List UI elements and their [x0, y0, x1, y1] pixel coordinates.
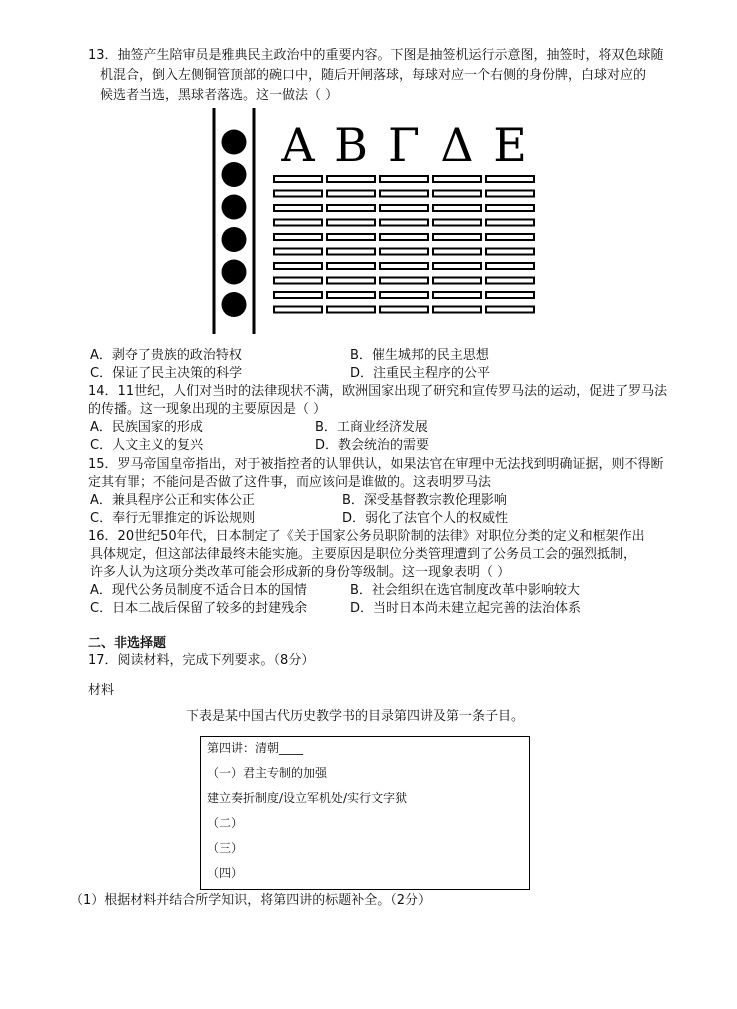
identity-letters: [280, 118, 526, 172]
q13-line-3: 候选者当选，黑球者落选。这一做法（ ）: [100, 88, 339, 103]
identity-slot: [486, 292, 534, 298]
identity-slot: [486, 191, 534, 197]
q14-option-a: A．民族国家的形成: [90, 420, 203, 435]
identity-slot: [380, 307, 428, 313]
section-heading: 二、非选择题: [88, 636, 167, 651]
identity-slot: [274, 220, 322, 226]
q16-option-b: B．社会组织在选官制度改革中影响较大: [350, 583, 580, 598]
identity-slot: [433, 307, 481, 313]
identity-slot: [327, 278, 375, 284]
table-row-item-3: （三）: [207, 841, 244, 855]
identity-slot: [486, 307, 534, 313]
identity-slot: [433, 249, 481, 255]
identity-letter: Γ: [388, 118, 420, 172]
q16-option-d: D．当时日本尚未建立起完善的法治体系: [350, 601, 582, 616]
syllabus-table: [200, 736, 530, 890]
black-ball: [222, 195, 247, 220]
identity-slot: [380, 292, 428, 298]
black-ball: [222, 162, 247, 187]
identity-slot: [274, 176, 322, 182]
q17-prompt: 17．阅读材料，完成下列要求。（8分）: [88, 653, 315, 668]
identity-slot: [486, 249, 534, 255]
table-row-title: 第四讲：清朝____: [207, 741, 304, 755]
sub-question-1: （1）根据材料并结合所学知识，将第四讲的标题补全。（2分）: [70, 893, 432, 908]
identity-letter: Ε: [493, 118, 527, 172]
identity-slot: [327, 176, 375, 182]
identity-slot: [274, 263, 322, 269]
q15-option-a: A．兼具程序公正和实体公正: [90, 493, 255, 508]
q15-line-2: 定其有罪；不能问是否做了这件事，而应该问是谁做的。这表明罗马法: [88, 475, 492, 490]
identity-slot: [433, 278, 481, 284]
q13-option-d: D．注重民主程序的公平: [350, 366, 491, 381]
q13-line-1: 13．抽签产生陪审员是雅典民主政治中的重要内容。下图是抽签机运行示意图，抽签时，将双色球随: [88, 48, 664, 63]
identity-slot: [327, 307, 375, 313]
q14-line-1: 14．11世纪，人们对当时的法律现状不满，欧洲国家出现了研究和宣传罗马法的运动，促进了罗马法: [88, 384, 668, 399]
identity-slot: [433, 191, 481, 197]
table-row-details: 建立奏折制度/设立军机处/实行文字狱: [207, 791, 408, 805]
identity-slot: [380, 176, 428, 182]
identity-slot: [380, 234, 428, 240]
q14-option-b: B．工商业经济发展: [315, 420, 428, 435]
identity-slot: [486, 205, 534, 211]
q15-line-1: 15．罗马帝国皇帝指出，对于被指控者的认罪供认，如果法官在审理中无法找到明确证据，则不得断: [88, 457, 664, 472]
identity-slot: [380, 263, 428, 269]
q13-option-b: B．催生城邦的民主思想: [350, 348, 489, 363]
identity-slot: [380, 249, 428, 255]
q15-option-c: C．奉行无罪推定的诉讼规则: [90, 511, 256, 526]
material-label: 材料: [88, 683, 115, 698]
identity-slot: [486, 220, 534, 226]
q14-line-2: 的传播。这一现象出现的主要原因是（ ）: [88, 402, 327, 417]
identity-slot: [433, 234, 481, 240]
identity-slot: [327, 263, 375, 269]
identity-slot: [433, 292, 481, 298]
identity-slot: [433, 205, 481, 211]
table-row-item-1: （一）君主专制的加强: [207, 766, 328, 780]
identity-slot: [327, 220, 375, 226]
black-ball: [222, 260, 247, 285]
black-ball: [222, 227, 247, 252]
q14-option-c: C．人文主义的复兴: [90, 438, 204, 453]
material-intro: 下表是某中国古代历史教学书的目录第四讲及第一条子目。: [186, 709, 525, 724]
identity-slot: [327, 292, 375, 298]
identity-slot: [274, 191, 322, 197]
identity-slot: [486, 278, 534, 284]
q16-option-a: A．现代公务员制度不适合日本的国情: [90, 583, 307, 598]
identity-slot: [380, 205, 428, 211]
identity-slot: [380, 220, 428, 226]
identity-slot: [433, 220, 481, 226]
identity-slot-grid: [274, 176, 534, 313]
identity-slot: [327, 205, 375, 211]
identity-letter: Α: [281, 118, 315, 172]
identity-slot: [380, 191, 428, 197]
q16-line-1: 16．20世纪50年代，日本制定了《关于国家公务员职阶制的法律》对职位分类的定义和框架作出: [88, 529, 645, 544]
identity-slot: [327, 234, 375, 240]
identity-slot: [274, 292, 322, 298]
identity-slot: [433, 176, 481, 182]
identity-slot: [274, 249, 322, 255]
q16-option-c: C．日本二战后保留了较多的封建残余: [90, 601, 308, 616]
lottery-machine-figure: [208, 106, 538, 336]
q13-option-c: C．保证了民主决策的科学: [90, 366, 243, 381]
identity-slot: [327, 249, 375, 255]
black-ball: [222, 130, 247, 155]
q16-line-3: 许多人认为这项分类改革可能会形成新的身份等级制。这一现象表明（ ）: [90, 565, 511, 580]
q16-line-2: 具体规定，但这部法律最终未能实施。主要原因是职位分类管理遭到了公务员工会的强烈抵制，: [90, 547, 637, 562]
identity-slot: [486, 234, 534, 240]
identity-slot: [274, 205, 322, 211]
q13-option-a: A．剥夺了贵族的政治特权: [90, 348, 242, 363]
q14-option-d: D．教会统治的需要: [315, 438, 430, 453]
identity-slot: [433, 263, 481, 269]
identity-slot: [274, 234, 322, 240]
identity-slot: [274, 307, 322, 313]
q15-option-d: D．弱化了法官个人的权威性: [342, 511, 509, 526]
identity-slot: [486, 176, 534, 182]
table-row-item-2: （二）: [207, 816, 244, 830]
identity-slot: [486, 263, 534, 269]
q13-line-2: 机混合，倒入左侧铜管顶部的碗口中，随后开闸落球，每球对应一个右侧的身份牌，白球对应的: [100, 68, 647, 83]
identity-slot: [274, 278, 322, 284]
identity-letter: Β: [334, 118, 368, 172]
black-ball: [222, 292, 247, 317]
identity-slot: [327, 191, 375, 197]
q15-option-b: B．深受基督教宗教伦理影响: [342, 493, 507, 508]
identity-letter: Δ: [440, 118, 474, 172]
black-balls: [222, 130, 247, 318]
table-row-item-4: （四）: [207, 866, 244, 880]
identity-slot: [380, 278, 428, 284]
